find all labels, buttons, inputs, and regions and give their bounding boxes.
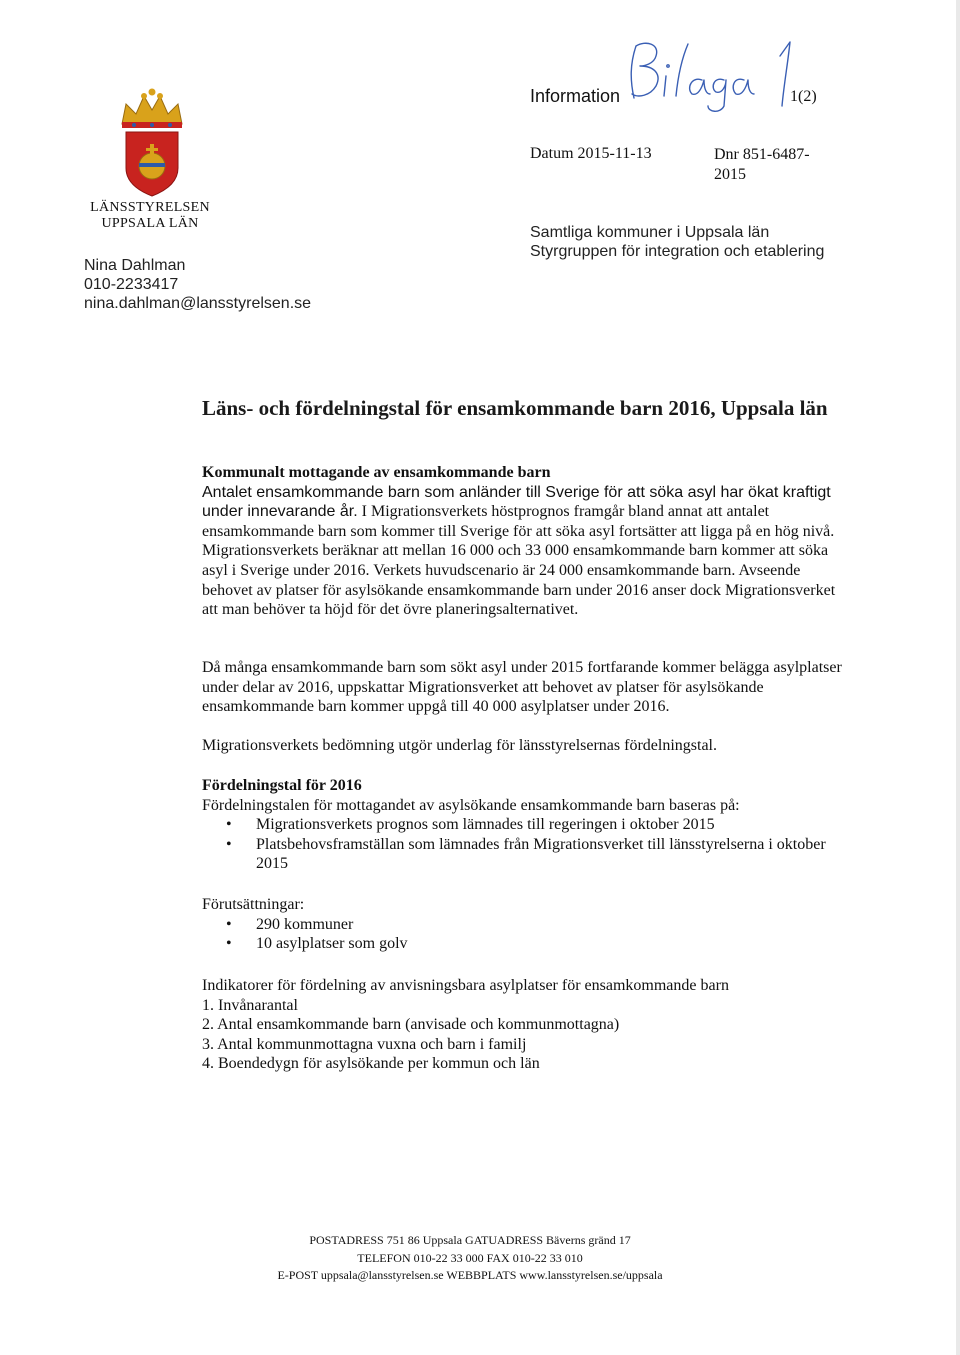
list-item: • 290 kommuner bbox=[202, 915, 842, 935]
footer-contact: E-POST uppsala@lansstyrelsen.se WEBBPLATS www.lansstyrelsen.se/uppsala bbox=[277, 1268, 663, 1282]
org-name-line1: LÄNSSTYRELSEN bbox=[90, 200, 210, 215]
list-item: 1. Invånarantal bbox=[202, 996, 298, 1014]
prerequisites-list bbox=[202, 915, 842, 954]
paragraph: Migrationsverkets bedömning utgör underlag för länsstyrelsernas fördelningstal. bbox=[202, 737, 717, 754]
list-item: 3. Antal kommunmottagna vuxna och barn i familj bbox=[202, 1035, 527, 1053]
list-item: • Migrationsverkets prognos som lämnades till regeringen i oktober 2015 bbox=[202, 815, 842, 835]
prerequisites bbox=[202, 895, 842, 954]
sender-block bbox=[84, 256, 311, 313]
list-item: • 10 asylplatser som golv bbox=[202, 934, 842, 954]
sender-email: nina.dahlman@lansstyrelsen.se bbox=[84, 295, 312, 312]
basis-list bbox=[202, 815, 842, 874]
footer bbox=[240, 1232, 700, 1285]
paragraph: Då många ensamkommande barn som sökt asyl under 2015 fortfarande kommer belägga asylplatser under delar av 2016, uppskattar Migrationsverket att behovet av platser för asylsökande ensamkommande barn kommer uppgå till 40 000 asylplatser under 2016. bbox=[202, 659, 842, 716]
recipient-municipalities: Samtliga kommuner i Uppsala län bbox=[530, 224, 770, 241]
paragraph-lead: Antalet ensamkommande barn som anländer till Sverige för att söka asyl har ökat kraftigt under innevarande år. bbox=[202, 483, 831, 521]
document-date: Datum 2015-11-13 bbox=[530, 145, 652, 162]
section-heading: Kommunalt mottagande av ensamkommande barn bbox=[202, 464, 551, 481]
list-item: 4. Boendedygn för asylsökande per kommun och län bbox=[202, 1055, 540, 1073]
indicators-list bbox=[202, 996, 842, 1074]
paragraph bbox=[202, 483, 842, 620]
coat-of-arms-icon bbox=[112, 86, 192, 198]
list-item: 2. Antal ensamkommande barn (anvisade och kommunmottagna) bbox=[202, 1016, 620, 1034]
org-name bbox=[84, 200, 216, 232]
section-distribution-figures bbox=[202, 776, 842, 874]
section-municipal-reception bbox=[202, 463, 842, 620]
paragraph-asylum-places bbox=[202, 658, 842, 717]
footer-address: POSTADRESS 751 86 Uppsala GATUADRESS Bäverns gränd 17 bbox=[309, 1233, 631, 1247]
list-item: • Platsbehovsframställan som lämnades från Migrationsverket till länsstyrelserna i oktober 2015 bbox=[202, 835, 842, 874]
recipient-steering-group: Styrgruppen för integration och etablering bbox=[530, 243, 825, 260]
document-type: Information bbox=[530, 86, 621, 106]
sender-name: Nina Dahlman bbox=[84, 257, 186, 274]
indicators-label: Indikatorer för fördelning av anvisningsbara asylplatser för ensamkommande barn bbox=[202, 977, 729, 994]
section-heading: Fördelningstal för 2016 bbox=[202, 777, 362, 794]
footer-phone: TELEFON 010-22 33 000 FAX 010-22 33 010 bbox=[357, 1250, 583, 1265]
org-name-line2: UPPSALA LÄN bbox=[101, 216, 199, 231]
page-number: 1(2) bbox=[790, 88, 817, 105]
prerequisites-label: Förutsättningar: bbox=[202, 896, 305, 913]
paragraph-intro: Fördelningstalen för mottagandet av asylsökande ensamkommande barn baseras på: bbox=[202, 796, 740, 814]
recipients bbox=[530, 223, 824, 261]
document-title: Läns- och fördelningstal för ensamkommande barn 2016, Uppsala län bbox=[202, 396, 828, 420]
handwritten-bilaga-annotation bbox=[620, 36, 810, 114]
sender-phone: 010-2233417 bbox=[84, 276, 179, 293]
paragraph-assessment bbox=[202, 736, 842, 756]
document-reference-number: Dnr 851-6487-2015 bbox=[714, 146, 810, 183]
page-edge bbox=[956, 0, 960, 1355]
indicators bbox=[202, 976, 842, 1074]
paragraph-body: I Migrationsverkets höstprognos framgår bland annat att antalet ensamkommande barn som kommer till Sverige för att söka asyl fortsätter att ligga på en hög nivå. Migrationsverkets beräknar att mellan 16 000 och 33 000 ensamkommande barn kommer att söka asyl i Sverige under 2016. Verkets huvudscenario är 24 000 ensamkommande barn. Avseende behovet av platser för asylsökande ensamkommande barn under 2016 anser dock Migrationsverket att man behöver ta höjd för det övre planeringsalternativet. bbox=[202, 503, 836, 619]
